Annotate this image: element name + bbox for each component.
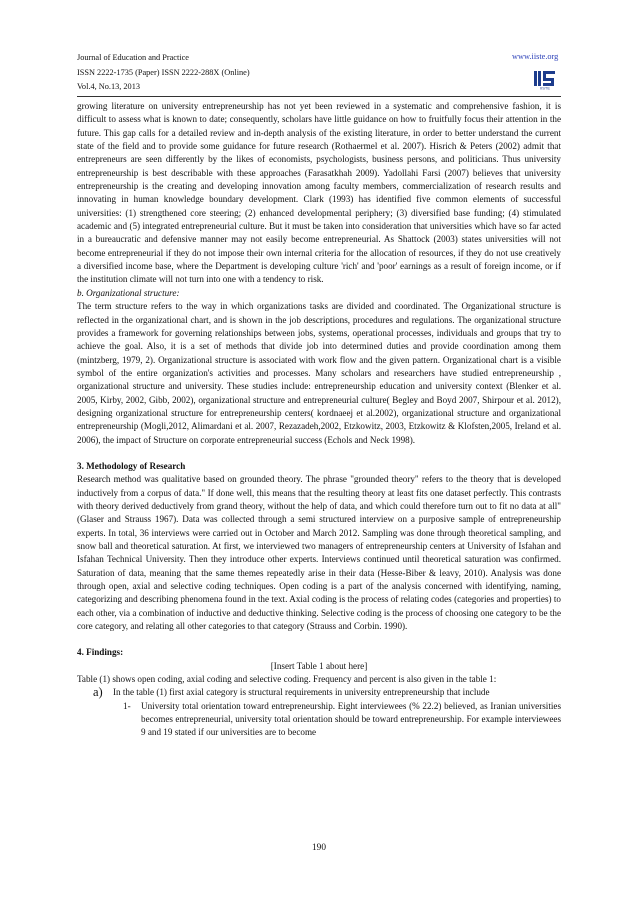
journal-url-link[interactable]: www.iiste.org xyxy=(512,52,559,61)
paragraph-findings: Table (1) shows open coding, axial coding and selective coding. Frequency and percent is also given in the table 1: xyxy=(77,674,497,685)
list-marker-a: a) xyxy=(93,685,103,700)
journal-name: Journal of Education and Practice xyxy=(77,53,189,62)
page-body xyxy=(77,100,561,740)
paragraph-methodology: Research method was qualitative based on grounded theory. The phrase "grounded theory" refers to the theory that is developed inductively from a corpus of data." If done well, this means that the resulting theory at least fits one dataset perfectly. This contrasts with theory derived deductively from grand theory, without the help of data, and which could therefore turn out to fit no data at all" (Glaser and Strauss 1967). Data was collected through a semi structured interview on a purposive sample of entrepreneurship experts. In total, 36 interviews were carried out in October and March 2012. Sampling was done through theoretical sampling, and snow ball and theoretical saturation. At first, we interviewed two managers of entrepreneurship centers at University of Isfahan and Isfahan Technical University. Then they introduce other experts. Interviews continued until theoretical saturation was confirmed. Saturation of data, meaning that the same themes repeatedly arise in their data (Hesse-Biber & leavy, 2010). Analysis was done through open, axial and selective coding techniques. Open coding is a part of the analysis concerned with identifying, naming, categorizing and describing phenomena found in the text. Axial coding is the process of relating codes (categories and properties) to each other, via a combination of inductive and deductive thinking. Selective coding is the process of choosing one category to be the core category, and relating all other categories to that category (Strauss and Corbin. 1990). xyxy=(77,474,561,632)
table-placeholder: [Insert Table 1 about here] xyxy=(270,660,368,671)
logo-text: IISTE xyxy=(539,85,551,90)
list-item-a-text: In the table (1) first axial category is structural requirements in university entrepreneurship that include xyxy=(113,687,490,698)
volume-issue: Vol.4, No.13, 2013 xyxy=(77,82,140,91)
iiste-logo-icon xyxy=(532,68,558,90)
section-heading-findings: 4. Findings: xyxy=(77,647,124,658)
list-item-1-text: University total orientation toward entrepreneurship. Eight interviewees (% 22.2) believed, as Iranian universities becomes entrepreneurial, university total orientation should be toward entrepreneurship. For example interviewees 9 and 19 stated if our universities are to become xyxy=(141,700,561,738)
list-item-1 xyxy=(123,700,561,740)
subheading-organizational-structure: b. Organizational structure: xyxy=(77,287,180,298)
issn: ISSN 2222-1735 (Paper) ISSN 2222-288X (Online) xyxy=(77,68,250,77)
list-marker-1: 1- xyxy=(123,700,131,711)
paragraph-structure: The term structure refers to the way in which organizations tasks are divided and coordinated. The Organizational structure is reflected in the organizational chart, and is shown in the job descriptions, procedures and regulations. The organizational structure provides a framework for governing relationships between jobs, systems, operational processes, individuals and groups that try to achieve the goal. Also, it is a set of methods that divide job into determined duties and provide coordination among them (mintzberg, 1979, 2). Organizational structure is associated with work flow and the given pattern. Organizational chart is a visible symbol of the entire organization's activities and processes. Many scholars and researchers have studied entrepreneurship , organizational structure and university. These studies include: entrepreneurship education and university context (Blenker et al. 2005, Kirby, 2002, Gibb, 2002), organizational structure and entrepreneurial culture( Begley and Boyd 2007, Shirpour et al. 2012), designing organizational structure for entrepreneurship centers( kordnaeej et al.2002), organizational structure and organizational entrepreneurship (Mogli,2012, Alimardani et al. 2007, Rezazadeh,2002, Etzkowitz, 2003, Etzkowitz & Klofsten,2005, Ireland et al. 2006), the impact of Structure on corporate entrepreneurial success (Echols and Neck 1998). xyxy=(77,301,561,445)
paragraph-literature: growing literature on university entrepreneurship has not yet been reviewed in a systematic and comprehensive fashion, it is difficult to assess what is known to date; consequently, scholars have little guidance on how to fruitfully focus their attention in the future. This gap calls for a detailed review and in-depth analysis of the existing literature, in order to better understand the current state of the field and to provide some guidance for future research (Rothaermel et al. 2007). Hisrich & Peters (2002) admit that entrepreneurs are seen differently by the likes of economists, psychologists, business persons, and politicians. Thus university entrepreneurship is best describable with these approaches (Farasatkhah 2009). Yadollahi Farsi (2007) believes that university entrepreneurship is the creating and developing innovation among faculty members, commercialization of research results and innovating in human knowledge boundary development. Clark (1993) has identified five common elements of successful universities: (1) strengthened core steering; (2) enhanced developmental periphery; (3) diversified base funding; (4) stimulated academic and (5) integrated entrepreneurial culture. But it must be taken into consideration that universities which have so far acted in a bureaucratic and defensive manner may not easily become entrepreneurial. As Shattock (2003) states universities will not become entrepreneurial if they do not impose their own internal criteria for the allocation of resources, if they do not use creatively a diversified income base, where the Department is developing culture 'rich' and 'poor' earnings as a result of foreign income, or if the institution climate will not turn into one with a tendency to risk. xyxy=(77,101,561,285)
section-heading-methodology: 3. Methodology of Research xyxy=(77,460,186,471)
header-rule xyxy=(77,96,561,97)
page-number: 190 xyxy=(312,843,326,853)
list-item-a xyxy=(93,686,561,699)
